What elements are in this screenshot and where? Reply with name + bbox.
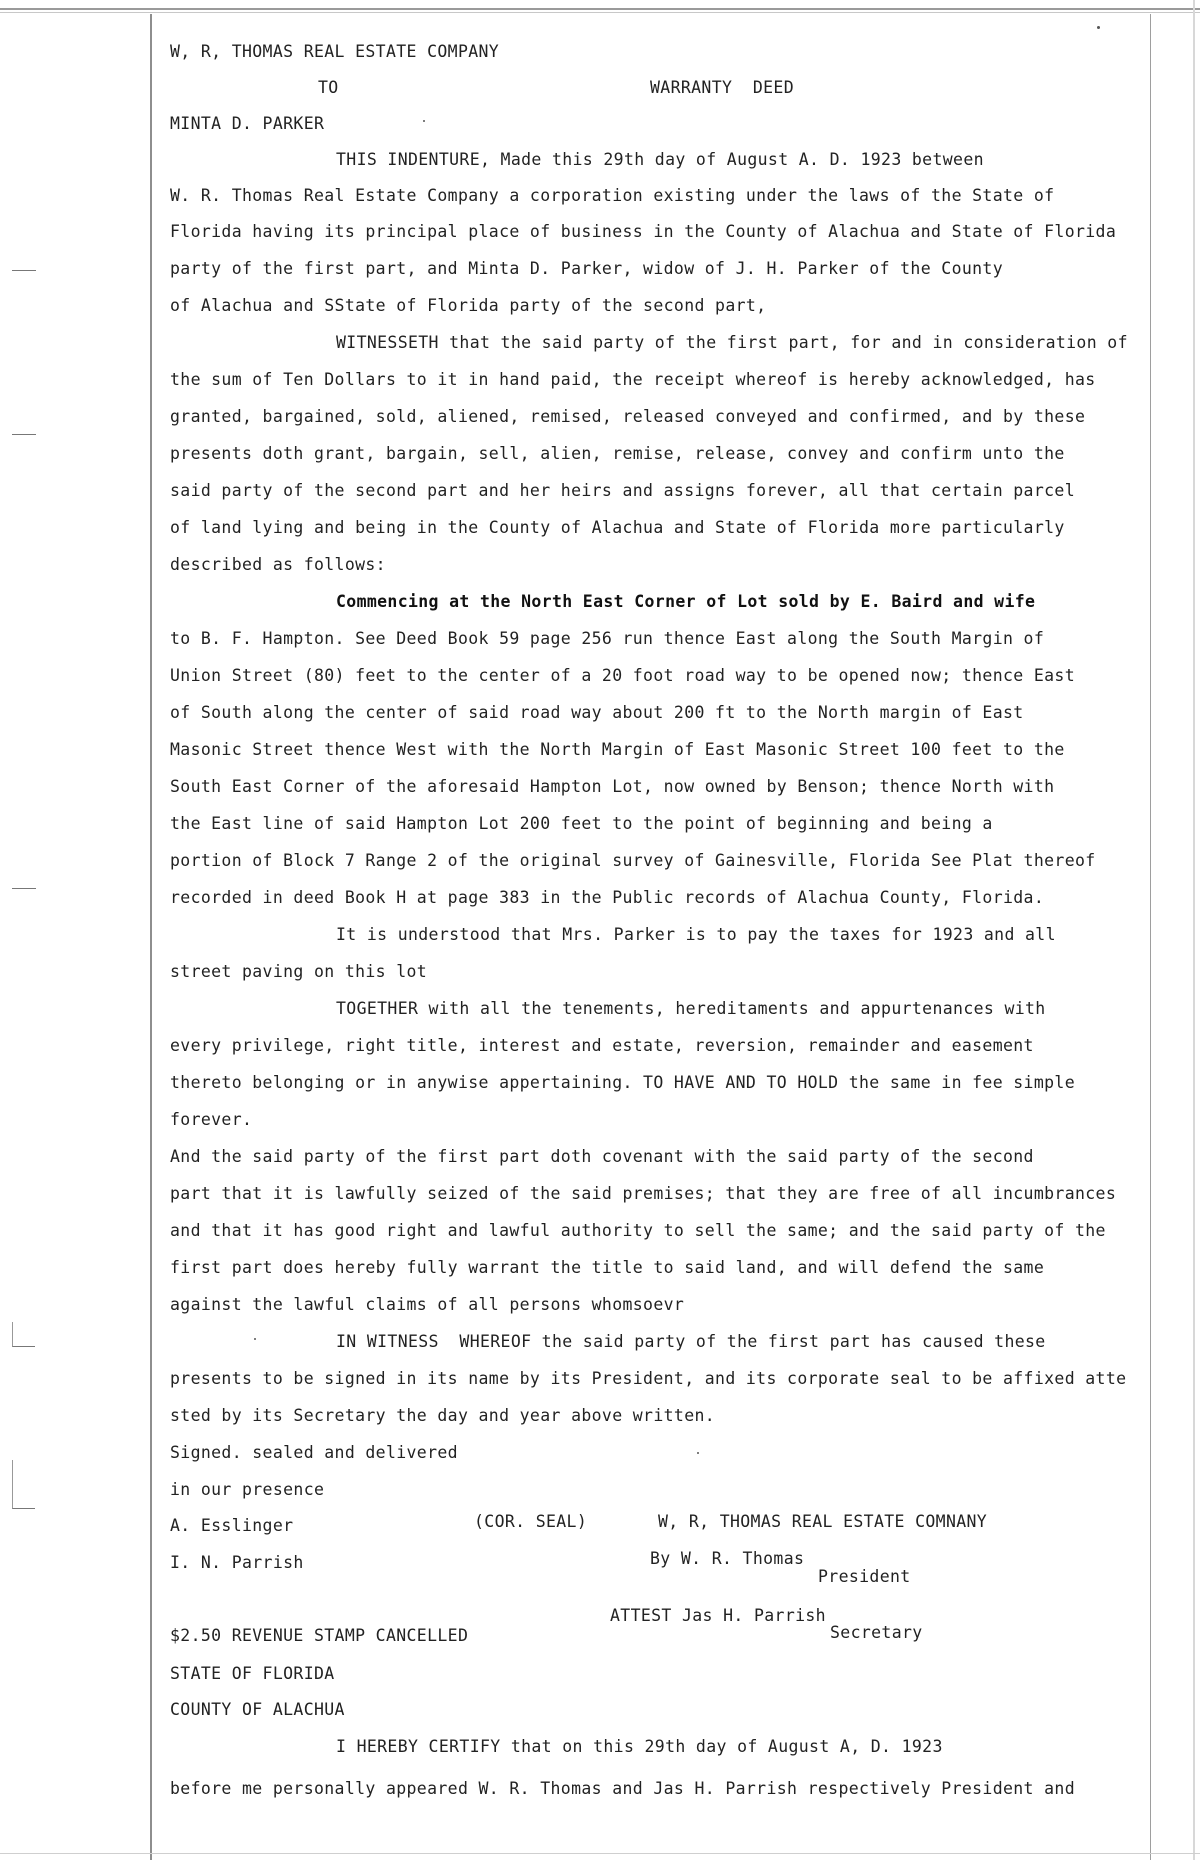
body-line: Commencing at the North East Corner of Lot sold by E. Baird and wife: [336, 592, 1036, 611]
binding-mark: [12, 434, 36, 435]
binding-bracket: [12, 1460, 35, 1509]
body-line: granted, bargained, sold, aliened, remised, released conveyed and confirmed, and by these: [170, 407, 1086, 426]
attest-signature: ATTEST Jas H. Parrish: [610, 1606, 826, 1625]
body-line: sted by its Secretary the day and year above written.: [170, 1406, 716, 1425]
body-line: the sum of Ten Dollars to it in hand paid, the receipt whereof is hereby acknowledged, has: [170, 370, 1096, 389]
president-title: President: [818, 1567, 911, 1586]
body-line: to B. F. Hampton. See Deed Book 59 page 256 run thence East along the South Margin of: [170, 629, 1045, 648]
acknowledgment-line: before me personally appeared W. R. Thomas and Jas H. Parrish respectively President and: [170, 1779, 1075, 1798]
witness-name: I. N. Parrish: [170, 1553, 304, 1572]
bottom-border-rule: [0, 1853, 1200, 1854]
body-line: IN WITNESS WHEREOF the said party of the first part has caused these: [336, 1332, 1046, 1351]
body-line: part that it is lawfully seized of the said premises; that they are free of all incumbrances: [170, 1184, 1117, 1203]
body-line: thereto belonging or in anywise appertaining. TO HAVE AND TO HOLD the same in fee simple: [170, 1073, 1075, 1092]
body-line: Florida having its principal place of business in the County of Alachua and State of Florida: [170, 222, 1117, 241]
body-line: party of the first part, and Minta D. Parker, widow of J. H. Parker of the County: [170, 259, 1003, 278]
left-margin-line: [150, 14, 152, 1860]
body-line: W. R. Thomas Real Estate Company a corporation existing under the laws of the State of: [170, 186, 1055, 205]
grantee-heading: MINTA D. PARKER: [170, 114, 325, 133]
body-line: presents doth grant, bargain, sell, alien, remise, release, convey and confirm unto the: [170, 444, 1065, 463]
binding-bracket: [12, 1322, 35, 1347]
top-border-rule-secondary: [0, 12, 1200, 13]
ink-speck: [697, 1452, 699, 1454]
president-signature: By W. R. Thomas: [650, 1549, 805, 1568]
venue-county: COUNTY OF ALACHUA: [170, 1700, 345, 1719]
body-line: WITNESSETH that the said party of the first part, for and in consideration of: [336, 333, 1128, 352]
body-line: recorded in deed Book H at page 383 in the Public records of Alachua County, Florida.: [170, 888, 1045, 907]
body-line: And the said party of the first part doth covenant with the said party of the second: [170, 1147, 1034, 1166]
body-line: South East Corner of the aforesaid Hampton Lot, now owned by Benson; thence North with: [170, 777, 1055, 796]
revenue-stamp-note: $2.50 REVENUE STAMP CANCELLED: [170, 1626, 469, 1645]
witness-name: A. Esslinger: [170, 1516, 294, 1535]
deed-type-heading: WARRANTY DEED: [650, 78, 794, 97]
body-line: of South along the center of said road way about 200 ft to the North margin of East: [170, 703, 1024, 722]
right-margin-line: [1150, 14, 1151, 1860]
acknowledgment-line: I HEREBY CERTIFY that on this 29th day of August A, D. 1923: [336, 1737, 943, 1756]
body-line: presents to be signed in its name by its President, and its corporate seal to be affixed atte: [170, 1369, 1127, 1388]
body-line: and that it has good right and lawful authority to sell the same; and the said party of the: [170, 1221, 1106, 1240]
top-border-rule: [0, 8, 1200, 10]
corporate-seal-label: (COR. SEAL): [474, 1512, 588, 1531]
page-edge-line: [1193, 0, 1195, 1860]
body-line: TOGETHER with all the tenements, hereditaments and appurtenances with: [336, 999, 1046, 1018]
body-line: said party of the second part and her heirs and assigns forever, all that certain parcel: [170, 481, 1075, 500]
body-line: of land lying and being in the County of Alachua and State of Florida more particularly: [170, 518, 1065, 537]
body-line: Union Street (80) feet to the center of a 20 foot road way to be opened now; thence East: [170, 666, 1075, 685]
body-line: of Alachua and SState of Florida party of the second part,: [170, 296, 767, 315]
body-line: described as follows:: [170, 555, 386, 574]
ink-speck: [423, 120, 425, 122]
body-line: street paving on this lot: [170, 962, 428, 981]
binding-mark: [12, 270, 36, 271]
binding-mark: [12, 888, 36, 889]
body-line: portion of Block 7 Range 2 of the original survey of Gainesville, Florida See Plat thereof: [170, 851, 1096, 870]
body-line: Signed. sealed and delivered: [170, 1443, 458, 1462]
secretary-title: Secretary: [830, 1623, 923, 1642]
grantor-heading: W, R, THOMAS REAL ESTATE COMPANY: [170, 42, 500, 61]
venue-state: STATE OF FLORIDA: [170, 1664, 335, 1683]
body-line: It is understood that Mrs. Parker is to pay the taxes for 1923 and all: [336, 925, 1056, 944]
body-line: every privilege, right title, interest and estate, reversion, remainder and easement: [170, 1036, 1034, 1055]
body-line: in our presence: [170, 1480, 325, 1499]
body-line: forever.: [170, 1110, 253, 1129]
body-line: the East line of said Hampton Lot 200 feet to the point of beginning and being a: [170, 814, 993, 833]
company-signature: W, R, THOMAS REAL ESTATE COMNANY: [658, 1512, 988, 1531]
body-line: against the lawful claims of all persons whomsoevr: [170, 1295, 685, 1314]
body-line: Masonic Street thence West with the North Margin of East Masonic Street 100 feet to the: [170, 740, 1065, 759]
ink-speck: [254, 1338, 256, 1340]
to-heading: TO: [318, 78, 339, 97]
body-line: THIS INDENTURE, Made this 29th day of August A. D. 1923 between: [336, 150, 984, 169]
body-line: first part does hereby fully warrant the title to said land, and will defend the same: [170, 1258, 1045, 1277]
ink-speck: [1097, 26, 1100, 29]
